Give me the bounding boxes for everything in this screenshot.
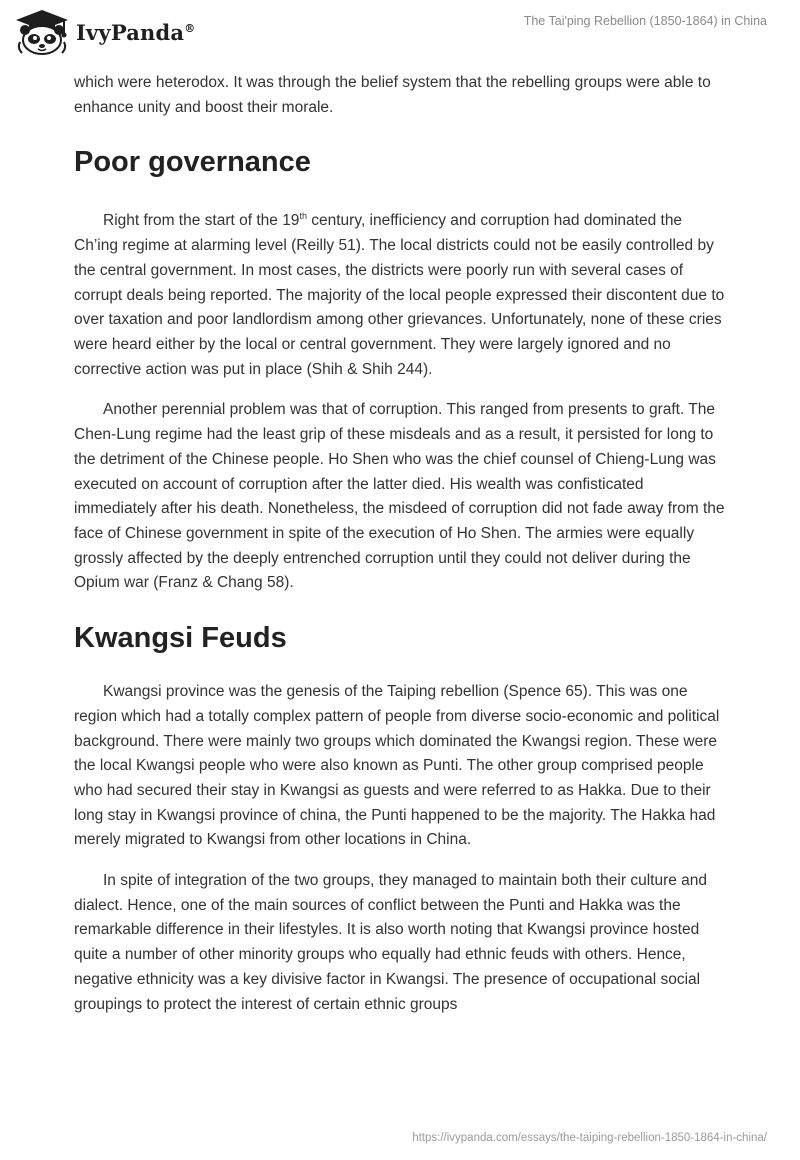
document-title: The Tai'ping Rebellion (1850-1864) in China	[523, 14, 767, 28]
source-url[interactable]: https://ivypanda.com/essays/the-taiping-rebellion-1850-1864-in-china/	[412, 1132, 767, 1144]
ivypanda-logo[interactable]	[14, 8, 195, 56]
paragraph: Right from the start of the 19th century, inefficiency and corruption had dominated the Ch’ing regime at alarming level (Reilly 51). The local districts could not be easily controlled by the central government. In most cases, the districts were poorly run with several cases of corrupt deals being reported. The majority of the local people expressed their discontent due to over taxation and poor landlordism among other grievances. Unfortunately, none of these cries were heard either by the local or central government. They were largely ignored and no corrective action was put in place (Shih & Shih 244).	[74, 211, 725, 378]
page-header	[0, 0, 800, 64]
section-heading-poor-governance: Poor governance	[74, 146, 311, 179]
paragraph: In spite of integration of the two groups, they managed to maintain both their culture and dialect. Hence, one of the main sources of conflict between the Punti and Hakka was the remarkable difference in their lifestyles. It is also worth noting that Kwangsi province hosted quite a number of other minority groups who equally had ethnic feuds with others. Hence, negative ethnicity was a key divisive factor in Kwangsi. The presence of occupational social groupings to protect the interest of certain ethnic groups	[74, 872, 708, 1013]
paragraph: Another perennial problem was that of corruption. This ranged from presents to graft. The Chen-Lung regime had the least grip of these misdeals and as a result, it persisted for long to the detriment of the Chinese people. Ho Shen who was the chief counsel of Chieng-Lung was executed on account of corruption after the latter died. His wealth was confisticated immediately after his death. Nonetheless, the misdeed of corruption did not fade away from the face of Chinese government in spite of the execution of Ho Shen. The armies were equally grossly affected by the deeply entrenched corruption until they could not deliver during the Opium war (Franz & Chang 58).	[74, 401, 725, 592]
intro-paragraph: which were heterodox. It was through the belief system that the rebelling groups were able to enhance unity and boost their morale.	[74, 74, 711, 116]
section-heading-kwangsi-feuds: Kwangsi Feuds	[74, 622, 287, 655]
essay-body	[74, 71, 726, 1033]
paragraph: Kwangsi province was the genesis of the Taiping rebellion (Spence 65). This was one region which had a totally complex pattern of people from diverse socio-economic and political background. There were mainly two groups which dominated the Kwangsi region. These were the local Kwangsi people who were also known as Punti. The other group comprised people who had secured their stay in Kwangsi as guests and were referred to as Hakka. Due to their long stay in Kwangsi province of china, the Punti happened to be the majority. The Hakka had merely migrated to Kwangsi from other locations in China.	[74, 683, 720, 849]
panda-graduate-icon	[14, 8, 70, 56]
brand-name: IvyPanda®	[76, 19, 196, 45]
registered-mark: ®	[184, 21, 196, 35]
superscript: th	[299, 211, 307, 222]
